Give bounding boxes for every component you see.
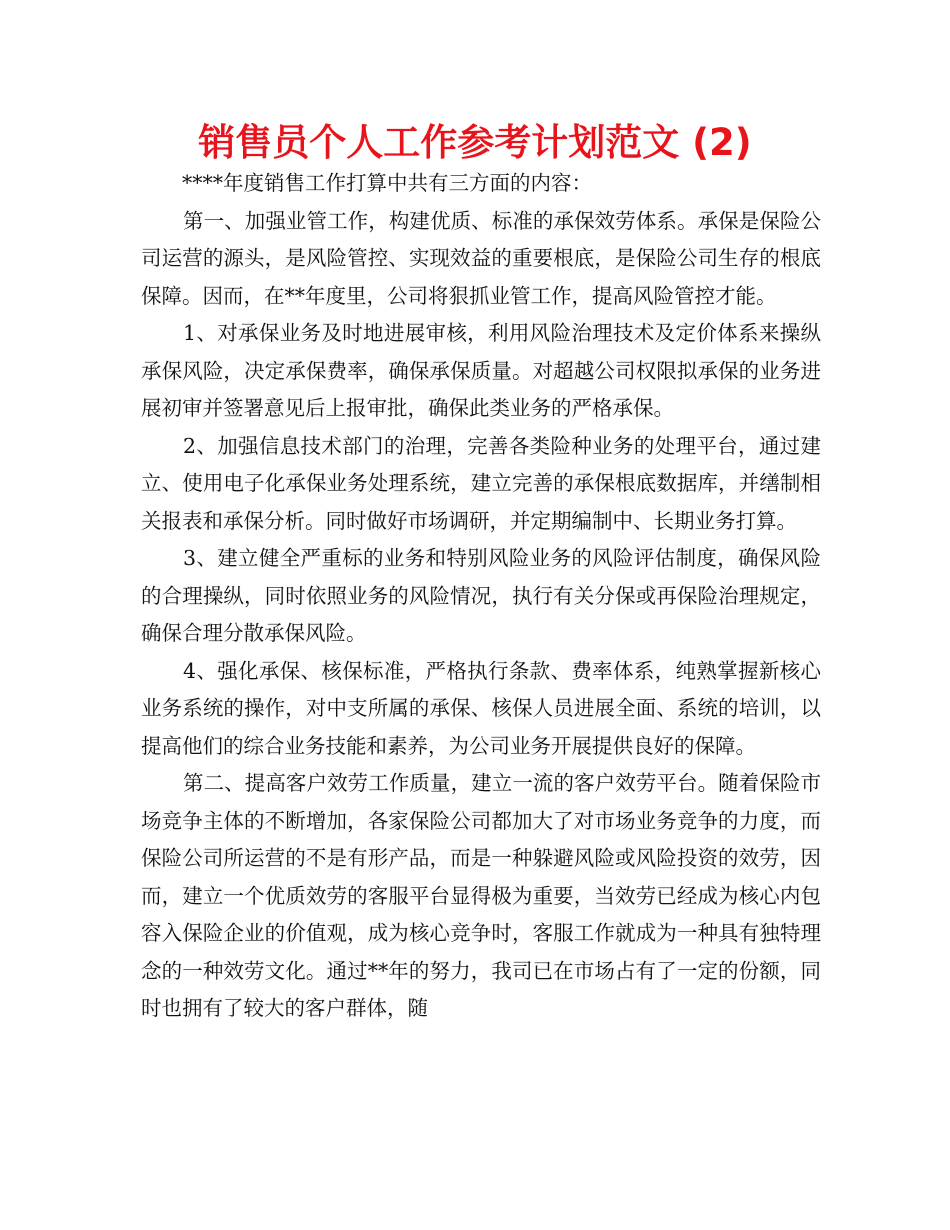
- paragraph-item-3: 3、建立健全严重标的业务和特别风险业务的风险评估制度，确保风险的合理操纵，同时依照业务的风险情况，执行有关分保或再保险治理规定，确保合理分散承保风险。: [141, 546, 821, 645]
- paragraph-item-4: 4、强化承保、核保标准，严格执行条款、费率体系，纯熟掌握新核心业务系统的操作，对中支所属的承保、核保人员进展全面、系统的培训，以提高他们的综合业务技能和素养，为公司业务开展提供良好的保障。: [141, 658, 821, 758]
- paragraph-item-2: 2、加强信息技术部门的治理，完善各类险种业务的处理平台，通过建立、使用电子化承保业务处理系统，建立完善的承保根底数据库，并缮制相关报表和承保分析。同时做好市场调研，并定期编制中、长期业务打算。: [141, 433, 821, 533]
- paragraph-intro: ****年度销售工作打算中共有三方面的内容：: [182, 171, 592, 195]
- paragraph-section-2: 第二、提高客户效劳工作质量，建立一流的客户效劳平台。随着保险市场竞争主体的不断增加，各家保险公司都加大了对市场业务竞争的力度，而保险公司所运营的不是有形产品，而是一种躲避风险或风险投资的效劳，因而，建立一个优质效劳的客服平台显得极为重要，当效劳已经成为核心内包容入保险企业的价值观，成为核心竞争时，客服工作就成为一种具有独特理念的一种效劳文化。通过**年的努力，我司已在市场占有了一定的份额，同时也拥有了较大的客户群体，随: [141, 771, 821, 1020]
- document-body: [141, 165, 821, 1028]
- paragraph-item-1: 1、对承保业务及时地进展审核，利用风险治理技术及定价体系来操纵承保风险，决定承保费率，确保承保质量。对超越公司权限拟承保的业务进展初审并签署意见后上报审批，确保此类业务的严格承保。: [141, 321, 821, 420]
- document-title: 销售员个人工作参考计划范文 (2): [198, 121, 752, 164]
- paragraph-section-1: 第一、加强业管工作，构建优质、标准的承保效劳体系。承保是保险公司运营的源头，是风险管控、实现效益的重要根底，是保险公司生存的根底保障。因而，在**年度里，公司将狠抓业管工作，提高风险管控才能。: [141, 208, 821, 308]
